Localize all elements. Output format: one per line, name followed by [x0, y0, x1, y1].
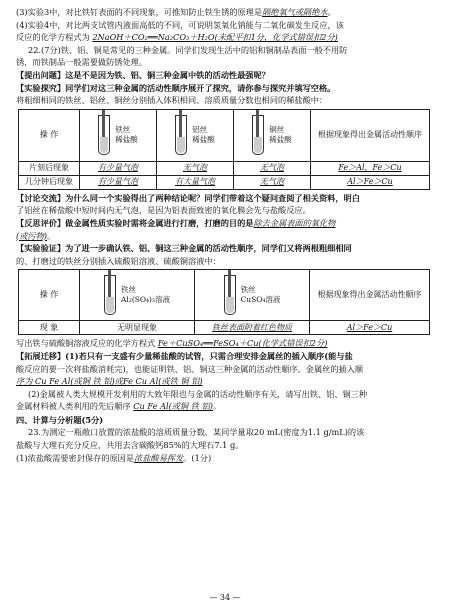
- tube-cell: 铁丝 Al₂(SO₄)₃溶液: [80, 270, 195, 321]
- question-22: 22.(7分)铁、铝、铜是常见的三种金属。同学们发现生活中的铝和铜制品表面一般不用防: [28, 44, 348, 55]
- test-tube-icon: [104, 275, 116, 315]
- answer: 除去金属表面的氧化物: [253, 217, 336, 228]
- text-line: (4)实验4中，对比两支试管内液面高低的不同，可说明氢氧化钠能与二氧化碳发生反应，该: [16, 19, 344, 30]
- answer: Fe＋CuSO₄══FeSO₄＋Cu(化学式错误扣2分): [157, 338, 328, 349]
- text-line: 反应的化学方程式为 2NaOH＋CO₂══Na₂CO₃＋H₂O(未配平扣1分，化学式错误扣2分): [16, 32, 338, 43]
- table-row: 片刻后现象 有少量气泡 无气泡 无气泡 Fe＞Al，Fe＞Cu: [19, 161, 430, 175]
- text-line: (2)金属被人类大规模开发利用的大致年限也与金属的活动性顺序有关，请写出铁、铝、铜三种: [28, 388, 368, 399]
- exam-page: [16, 6, 438, 464]
- section-header: 【实验探究】同学们对这三种金属的活动性顺序展开了探究，请你参与探究并填写空格。: [16, 82, 336, 93]
- experiment-table-1: [18, 109, 430, 190]
- page-number: — 34 —: [209, 593, 241, 602]
- experiment-table-2: [18, 269, 430, 335]
- text-line: 了铝丝在稀盐酸中短时间内无气泡，是因为铝表面致密的氧化膜会先与盐酸反应。: [16, 205, 311, 216]
- section-header: 【讨论交流】为什么同一个实验得出了两种结论呢？同学们带着这个疑问查阅了相关资料，明白: [16, 192, 360, 203]
- section-header: 【拓展迁移】(1)若只有一支盛有少量稀盐酸的试管，只需合理安排金属丝的插入顺序(能与盐: [16, 350, 353, 361]
- text-line: 将粗细相同的铁丝、铝丝、铜丝分别插入体积相同、溶质质量分数也相同的稀盐酸中：: [16, 95, 328, 106]
- text-line: 锈，而铁制品一般需要做防锈处理。: [16, 57, 148, 68]
- table-row: 现 象 无明显现象 铁丝表面附着红色物质 Al＞Fe＞Cu: [19, 321, 430, 335]
- tube-cell: 铜丝 稀盐酸: [234, 109, 311, 161]
- text-line: (3)实验3中，对比铁钉表面的不同现象，可推知防止铁生锈的原理是隔绝氧气或隔绝水。: [16, 7, 336, 17]
- text-line: 盐酸与大理石充分反应，共用去含碳酸钙85%的大理石7.1 g。: [16, 440, 244, 451]
- test-tube-icon: [175, 115, 187, 155]
- table-header: 根据现象得出金属活动性顺序: [311, 109, 430, 161]
- answer: 隔绝氧气或隔绝水: [262, 7, 328, 17]
- answer: 2NaOH＋CO₂══Na₂CO₃＋H₂O(未配平扣1分，化学式错误扣2分): [92, 32, 338, 43]
- answer: (或污物): [16, 230, 47, 241]
- text-line: (1)浓盐酸需要密封保存的原因是浓盐酸易挥发。(1分): [16, 452, 212, 463]
- text-line: (或污物)。: [16, 230, 56, 241]
- answer: 浓盐酸易挥发: [134, 452, 184, 463]
- section-title: 四、计算与分析题(5分): [16, 414, 104, 425]
- text-line: 的、打磨过的铁丝分别插入硫酸铝溶液、硫酸铜溶液中：: [16, 255, 221, 266]
- tube-cell: 铁丝 稀盐酸: [80, 109, 157, 161]
- text-line: 金属材料被人类利用的先后顺序 Cu Fe Al(或铜 铁 铝)。: [16, 401, 222, 412]
- question-23: 23.为测定一瓶敞口放置的浓盐酸的溶质质量分数，某同学量取20 mL(密度为1.1 g/mL)的该: [28, 427, 365, 438]
- table-header: 根据现象得出金属活动性顺序: [310, 270, 430, 321]
- test-tube-icon: [252, 115, 264, 155]
- table-header: 操 作: [19, 270, 80, 321]
- section-header: 【提出问题】这是不是因为铁、铝、铜三种金属中铁的活动性最强呢？: [16, 69, 270, 80]
- tube-cell: 铁丝 CuSO₄溶液: [195, 270, 310, 321]
- text-line: 写出铁与硫酸铜溶液反应的化学方程式 Fe＋CuSO₄══FeSO₄＋Cu(化学式错误扣2分): [16, 338, 328, 349]
- answer: Cu Fe Al(或铜 铁 铝): [133, 401, 213, 412]
- test-tube-icon: [224, 275, 236, 315]
- test-tube-icon: [98, 115, 110, 155]
- text-line: 【反思评价】做金属性质实验时需将金属进行打磨，打磨的目的是除去金属表面的氧化物: [16, 217, 336, 228]
- answer: 序为 Cu Fe Al(或铜 铁 铝)或Fe Cu Al(或铁 铜 铝): [16, 376, 203, 387]
- text-line: 酸反应的要一次将盐酸消耗完)，也能证明铁、铝、铜这三种金属的活动性顺序。金属丝的插入顺: [16, 363, 364, 374]
- tube-cell: 铝丝 稀盐酸: [157, 109, 234, 161]
- section-header: 【实验验证】为了进一步确认铁、铝、铜这三种金属的活动性顺序，同学们又将两根粗细相同: [16, 243, 352, 254]
- table-header: 操 作: [19, 109, 80, 161]
- table-row: 几分钟后现象 有少量气泡 有大量气泡 无气泡 Al＞Fe＞Cu: [19, 175, 430, 189]
